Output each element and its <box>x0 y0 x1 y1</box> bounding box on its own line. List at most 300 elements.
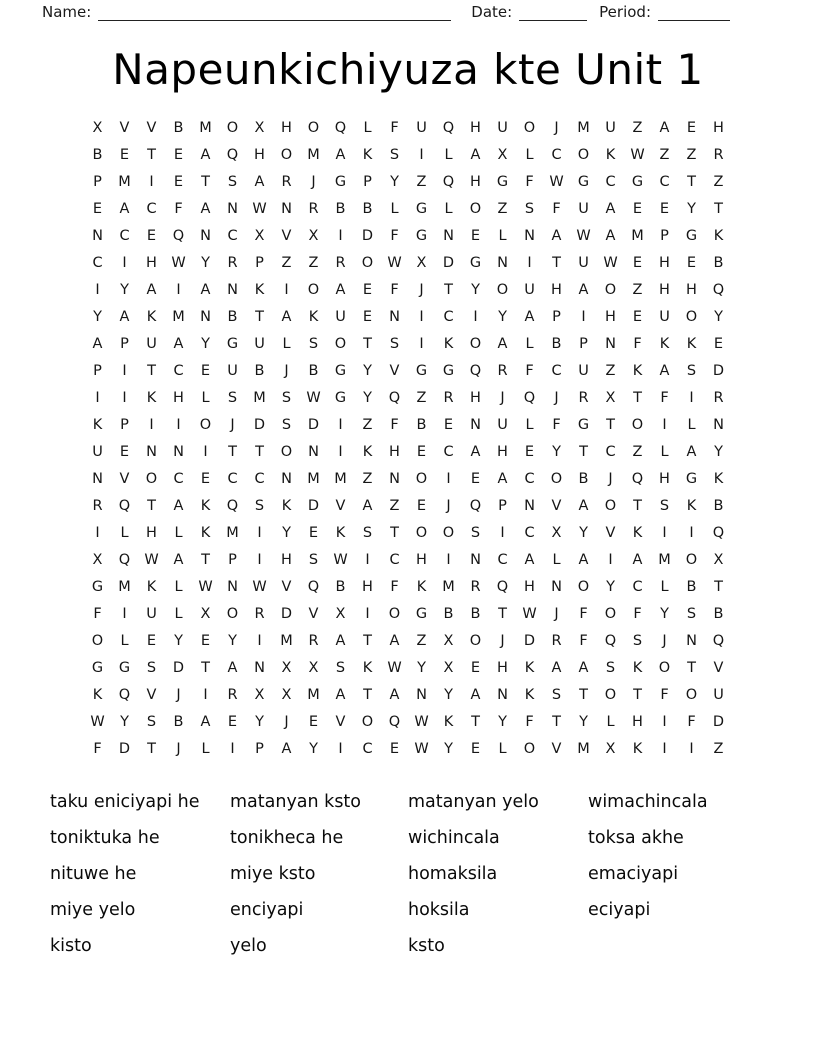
grid-letter: T <box>228 443 237 460</box>
grid-letter: A <box>254 173 265 190</box>
grid-letter: Q <box>712 524 725 541</box>
grid-letter: Z <box>632 443 643 460</box>
grid-letter: Y <box>201 335 210 352</box>
word-list-item: matanyan yelo <box>408 792 539 812</box>
grid-letter: B <box>470 605 481 622</box>
grid-letter: P <box>660 227 669 244</box>
grid-letter: N <box>524 497 535 514</box>
grid-letter: A <box>200 281 211 298</box>
grid-letter: K <box>605 146 616 163</box>
grid-letter: R <box>443 389 454 406</box>
grid-letter: K <box>416 578 427 595</box>
grid-letter: Y <box>120 281 129 298</box>
grid-letter: H <box>389 443 400 460</box>
grid-letter: X <box>497 146 508 163</box>
grid-letter: Y <box>174 632 183 649</box>
grid-letter: K <box>524 659 535 676</box>
grid-letter: I <box>338 740 343 757</box>
grid-letter: O <box>415 524 428 541</box>
grid-letter: F <box>552 416 561 433</box>
grid-letter: W <box>387 659 402 676</box>
grid-letter: W <box>549 173 564 190</box>
grid-letter: Q <box>118 551 131 568</box>
grid-letter: E <box>632 200 643 217</box>
grid-letter: H <box>146 254 157 271</box>
grid-letter: U <box>335 308 346 325</box>
grid-letter: S <box>308 551 319 568</box>
grid-letter: K <box>632 524 643 541</box>
grid-letter: E <box>146 227 157 244</box>
grid-letter: B <box>335 200 346 217</box>
grid-letter: C <box>443 443 454 460</box>
grid-letter: X <box>605 740 616 757</box>
grid-letter: J <box>284 362 289 379</box>
grid-letter: M <box>226 524 239 541</box>
grid-letter: T <box>687 173 696 190</box>
grid-letter: J <box>176 686 181 703</box>
word-list-item: matanyan ksto <box>230 792 362 812</box>
grid-letter: A <box>578 551 589 568</box>
grid-letter: H <box>551 281 562 298</box>
grid-letter: B <box>254 362 265 379</box>
grid-letter: E <box>119 443 130 460</box>
grid-letter: C <box>389 551 400 568</box>
grid-letter: S <box>146 713 157 730</box>
grid-letter: A <box>281 308 292 325</box>
grid-letter: T <box>201 659 210 676</box>
grid-letter: N <box>227 200 238 217</box>
grid-letter: I <box>284 281 289 298</box>
grid-letter: Y <box>552 443 561 460</box>
grid-letter: A <box>551 659 562 676</box>
grid-letter: Y <box>309 740 318 757</box>
grid-letter: I <box>95 524 100 541</box>
grid-letter: T <box>390 524 399 541</box>
grid-letter: B <box>686 578 697 595</box>
grid-letter: A <box>335 281 346 298</box>
grid-letter: I <box>365 605 370 622</box>
grid-letter: E <box>173 173 184 190</box>
grid-letter: E <box>389 740 400 757</box>
grid-letter: H <box>713 119 724 136</box>
date-label: Date: <box>471 3 513 21</box>
grid-letter: J <box>554 389 559 406</box>
grid-letter: G <box>442 362 455 379</box>
grid-letter: M <box>118 173 131 190</box>
grid-letter: E <box>362 281 373 298</box>
grid-letter: E <box>416 443 427 460</box>
grid-letter: S <box>281 416 292 433</box>
word-list-item: wichincala <box>408 828 500 848</box>
grid-letter: N <box>281 200 292 217</box>
grid-letter: A <box>686 443 697 460</box>
grid-letter: F <box>525 173 534 190</box>
grid-letter: S <box>281 389 292 406</box>
grid-letter: S <box>632 632 643 649</box>
grid-letter: V <box>551 740 562 757</box>
grid-letter: O <box>550 470 563 487</box>
grid-letter: F <box>93 740 102 757</box>
grid-letter: O <box>91 632 104 649</box>
grid-letter: N <box>200 308 211 325</box>
grid-letter: T <box>363 335 372 352</box>
grid-letter: I <box>230 740 235 757</box>
grid-letter: M <box>253 389 266 406</box>
grid-letter: T <box>579 443 588 460</box>
grid-letter: N <box>551 578 562 595</box>
grid-letter: I <box>122 362 127 379</box>
grid-letter: Y <box>363 389 372 406</box>
grid-letter: A <box>119 200 130 217</box>
grid-letter: K <box>713 470 724 487</box>
grid-letter: O <box>388 605 401 622</box>
grid-letter: O <box>469 200 482 217</box>
grid-letter: H <box>254 146 265 163</box>
grid-letter: W <box>198 578 213 595</box>
grid-letter: T <box>579 686 588 703</box>
grid-letter: K <box>659 335 670 352</box>
grid-letter: Q <box>118 497 131 514</box>
grid-letter: B <box>173 713 184 730</box>
grid-letter: L <box>363 119 372 136</box>
grid-letter: V <box>335 713 346 730</box>
grid-letter: B <box>713 254 724 271</box>
grid-letter: Y <box>498 308 507 325</box>
grid-letter: R <box>713 146 724 163</box>
grid-letter: N <box>713 416 724 433</box>
grid-letter: R <box>308 632 319 649</box>
grid-letter: F <box>174 200 183 217</box>
grid-letter: T <box>147 740 156 757</box>
grid-letter: O <box>280 146 293 163</box>
grid-letter: O <box>604 605 617 622</box>
grid-letter: R <box>551 632 562 649</box>
grid-letter: U <box>578 200 589 217</box>
grid-letter: D <box>442 254 455 271</box>
grid-letter: L <box>687 416 696 433</box>
grid-letter: W <box>603 254 618 271</box>
grid-letter: A <box>362 497 373 514</box>
grid-letter: L <box>552 551 561 568</box>
grid-letter: Q <box>469 362 482 379</box>
grid-letter: Y <box>498 713 507 730</box>
grid-letter: B <box>713 497 724 514</box>
word-list-item: yelo <box>230 936 267 956</box>
grid-letter: I <box>176 416 181 433</box>
grid-letter: Q <box>469 497 482 514</box>
grid-letter: D <box>712 362 725 379</box>
grid-letter: U <box>227 362 238 379</box>
grid-letter: I <box>446 551 451 568</box>
grid-letter: F <box>390 578 399 595</box>
word-list-item: enciyapi <box>230 900 304 920</box>
grid-letter: I <box>662 416 667 433</box>
grid-letter: E <box>686 119 697 136</box>
grid-letter: C <box>146 200 157 217</box>
grid-letter: R <box>335 254 346 271</box>
grid-letter: O <box>604 281 617 298</box>
grid-letter: O <box>523 740 536 757</box>
grid-letter: O <box>577 578 590 595</box>
grid-letter: G <box>469 254 482 271</box>
grid-letter: O <box>442 524 455 541</box>
grid-letter: I <box>122 389 127 406</box>
grid-letter: H <box>659 470 670 487</box>
grid-letter: E <box>308 713 319 730</box>
grid-letter: O <box>226 119 239 136</box>
grid-letter: A <box>605 227 616 244</box>
grid-letter: O <box>226 605 239 622</box>
grid-letter: O <box>604 497 617 514</box>
grid-letter: Q <box>226 497 239 514</box>
grid-letter: N <box>200 227 211 244</box>
grid-letter: A <box>389 632 400 649</box>
grid-letter: E <box>470 470 481 487</box>
grid-letter: I <box>662 713 667 730</box>
grid-letter: F <box>390 119 399 136</box>
grid-letter: V <box>281 578 292 595</box>
grid-letter: V <box>605 524 616 541</box>
grid-letter: R <box>470 578 481 595</box>
grid-letter: K <box>254 281 265 298</box>
word-list-item: toksa akhe <box>588 828 684 848</box>
grid-letter: D <box>253 416 266 433</box>
grid-letter: J <box>662 632 667 649</box>
grid-letter: T <box>201 551 210 568</box>
grid-letter: H <box>470 173 481 190</box>
grid-letter: A <box>470 146 481 163</box>
grid-letter: C <box>119 227 130 244</box>
grid-letter: E <box>200 362 211 379</box>
grid-letter: D <box>280 605 293 622</box>
grid-letter: F <box>579 605 588 622</box>
grid-letter: Q <box>388 713 401 730</box>
grid-letter: P <box>228 551 237 568</box>
grid-letter: K <box>686 335 697 352</box>
grid-letter: U <box>497 416 508 433</box>
grid-letter: V <box>308 605 319 622</box>
grid-letter: K <box>362 146 373 163</box>
grid-letter: N <box>92 470 103 487</box>
grid-letter: C <box>551 146 562 163</box>
grid-letter: A <box>551 227 562 244</box>
grid-letter: I <box>176 281 181 298</box>
grid-letter: H <box>605 308 616 325</box>
grid-letter: G <box>415 362 428 379</box>
grid-letter: J <box>446 497 451 514</box>
grid-letter: I <box>662 740 667 757</box>
grid-letter: K <box>686 497 697 514</box>
grid-letter: T <box>633 686 642 703</box>
grid-letter: B <box>578 470 589 487</box>
grid-letter: D <box>523 632 536 649</box>
word-list-item: emaciyapi <box>588 864 679 884</box>
grid-letter: X <box>254 227 265 244</box>
grid-letter: V <box>389 362 400 379</box>
grid-letter: Z <box>416 389 427 406</box>
grid-letter: I <box>257 632 262 649</box>
grid-letter: L <box>525 146 534 163</box>
grid-letter: O <box>307 119 320 136</box>
grid-letter: Z <box>659 146 670 163</box>
grid-letter: S <box>551 686 562 703</box>
grid-letter: C <box>173 362 184 379</box>
grid-letter: K <box>362 659 373 676</box>
grid-letter: L <box>120 524 129 541</box>
grid-letter: O <box>469 335 482 352</box>
grid-letter: A <box>335 686 346 703</box>
grid-letter: L <box>282 335 291 352</box>
grid-letter: H <box>659 281 670 298</box>
grid-letter: E <box>443 416 454 433</box>
grid-letter: I <box>527 254 532 271</box>
grid-letter: C <box>227 470 238 487</box>
grid-letter: P <box>579 335 588 352</box>
grid-letter: T <box>255 308 264 325</box>
grid-letter: G <box>685 470 698 487</box>
grid-letter: I <box>419 146 424 163</box>
grid-letter: T <box>498 605 507 622</box>
grid-letter: N <box>470 416 481 433</box>
grid-letter: W <box>171 254 186 271</box>
grid-letter: J <box>500 389 505 406</box>
word-list-column <box>408 784 588 964</box>
grid-letter: A <box>200 200 211 217</box>
grid-letter: Z <box>389 497 400 514</box>
grid-letter: W <box>576 227 591 244</box>
grid-letter: Z <box>281 254 292 271</box>
grid-letter: K <box>308 308 319 325</box>
grid-letter: I <box>419 308 424 325</box>
word-list-item: wimachincala <box>588 792 708 812</box>
grid-letter: S <box>659 497 670 514</box>
grid-letter: Z <box>713 173 724 190</box>
grid-letter: E <box>632 308 643 325</box>
grid-letter: Q <box>172 227 185 244</box>
grid-letter: X <box>335 605 346 622</box>
grid-letter: W <box>414 713 429 730</box>
grid-letter: B <box>713 605 724 622</box>
grid-letter: P <box>255 740 264 757</box>
grid-letter: T <box>363 686 372 703</box>
grid-letter: H <box>470 119 481 136</box>
grid-letter: P <box>552 308 561 325</box>
grid-letter: Z <box>713 740 724 757</box>
grid-letter: L <box>120 632 129 649</box>
grid-letter: J <box>500 632 505 649</box>
grid-letter: X <box>443 659 454 676</box>
grid-letter: H <box>281 551 292 568</box>
grid-letter: A <box>200 713 211 730</box>
grid-letter: A <box>200 146 211 163</box>
grid-letter: O <box>199 416 212 433</box>
grid-letter: O <box>361 254 374 271</box>
grid-letter: L <box>201 389 210 406</box>
grid-letter: B <box>92 146 103 163</box>
grid-letter: A <box>389 686 400 703</box>
grid-letter: L <box>201 740 210 757</box>
grid-letter: F <box>390 281 399 298</box>
grid-letter: Y <box>417 659 426 676</box>
grid-letter: X <box>254 119 265 136</box>
grid-letter: H <box>470 389 481 406</box>
grid-letter: A <box>659 362 670 379</box>
grid-letter: A <box>227 659 238 676</box>
grid-letter: Q <box>442 119 455 136</box>
grid-letter: C <box>362 740 373 757</box>
grid-letter: V <box>119 119 130 136</box>
grid-letter: C <box>524 470 535 487</box>
word-list-item: toniktuka he <box>50 828 160 848</box>
grid-letter: N <box>173 443 184 460</box>
grid-letter: H <box>524 578 535 595</box>
grid-letter: N <box>470 551 481 568</box>
grid-letter: K <box>146 389 157 406</box>
grid-letter: P <box>120 416 129 433</box>
grid-letter: L <box>174 524 183 541</box>
grid-letter: C <box>551 362 562 379</box>
grid-letter: X <box>308 227 319 244</box>
grid-letter: W <box>630 146 645 163</box>
period-label: Period: <box>599 3 651 21</box>
grid-letter: A <box>605 200 616 217</box>
grid-letter: K <box>632 659 643 676</box>
grid-letter: Q <box>523 389 536 406</box>
grid-letter: R <box>92 497 103 514</box>
grid-letter: I <box>365 551 370 568</box>
grid-letter: N <box>524 227 535 244</box>
grid-letter: O <box>334 335 347 352</box>
grid-letter: H <box>281 119 292 136</box>
grid-letter: X <box>713 551 724 568</box>
grid-letter: I <box>581 308 586 325</box>
grid-letter: K <box>713 227 724 244</box>
grid-letter: L <box>174 578 183 595</box>
word-list-column <box>230 784 408 964</box>
grid-letter: C <box>173 470 184 487</box>
grid-letter: Q <box>388 389 401 406</box>
grid-letter: C <box>92 254 103 271</box>
grid-letter: U <box>524 281 535 298</box>
grid-letter: F <box>390 416 399 433</box>
grid-letter: N <box>308 443 319 460</box>
grid-letter: H <box>497 659 508 676</box>
grid-letter: D <box>712 713 725 730</box>
grid-letter: K <box>200 497 211 514</box>
grid-letter: Q <box>442 173 455 190</box>
grid-letter: E <box>632 254 643 271</box>
word-list-item: nituwe he <box>50 864 137 884</box>
grid-letter: S <box>470 524 481 541</box>
grid-letter: V <box>146 119 157 136</box>
grid-letter: P <box>120 335 129 352</box>
grid-letter: C <box>497 551 508 568</box>
grid-letter: C <box>605 443 616 460</box>
grid-letter: X <box>92 119 103 136</box>
grid-letter: R <box>227 254 238 271</box>
grid-letter: W <box>306 389 321 406</box>
grid-letter: F <box>660 389 669 406</box>
grid-letter: Y <box>687 200 696 217</box>
grid-letter: B <box>335 578 346 595</box>
grid-letter: R <box>713 389 724 406</box>
grid-letter: G <box>577 416 590 433</box>
word-list-item: eciyapi <box>588 900 651 920</box>
grid-letter: I <box>149 173 154 190</box>
grid-letter: A <box>335 146 346 163</box>
grid-letter: Y <box>714 443 723 460</box>
grid-letter: R <box>308 200 319 217</box>
